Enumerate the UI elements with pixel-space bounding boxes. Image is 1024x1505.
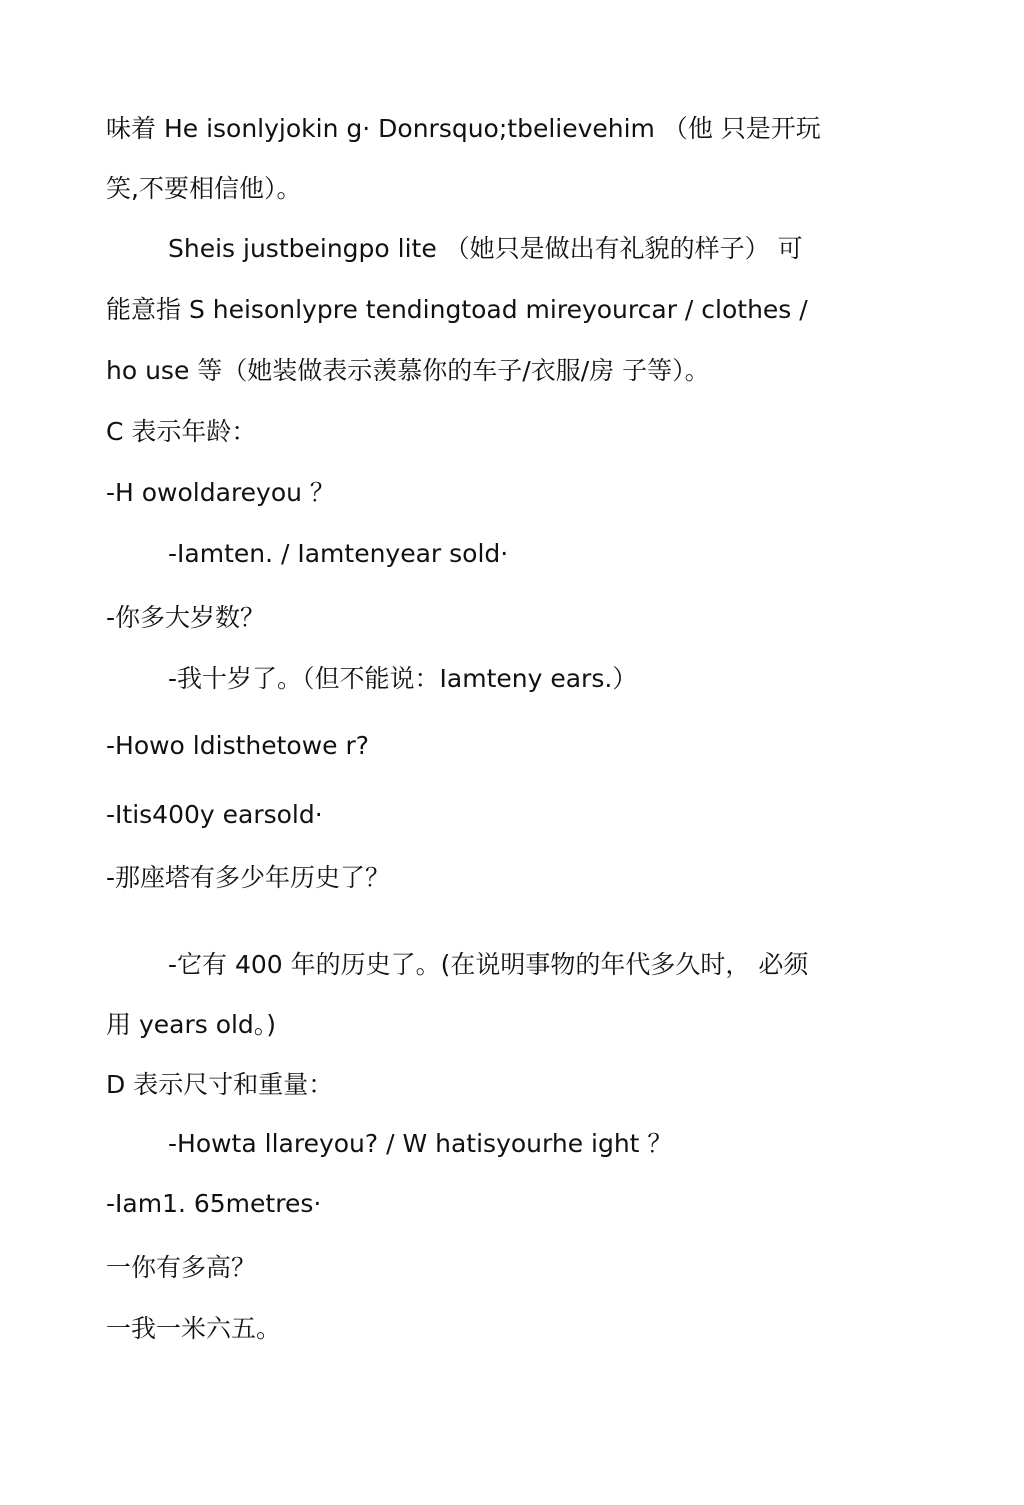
text-line: -Howta llareyou? / W hatisyourhe ight ？ bbox=[168, 1129, 673, 1158]
text-line: -Iam1. 65metres· bbox=[106, 1189, 322, 1218]
section-heading: C 表示年龄： bbox=[106, 417, 257, 446]
text-line: 能意指 S heisonlypre tendingtoad mireyourcar / clothes / bbox=[106, 295, 808, 324]
text-line: -它有 400 年的历史了。(在说明事物的年代多久时， 必须 bbox=[168, 950, 809, 979]
text-line: -我十岁了。（但不能说：Iamteny ears.） bbox=[168, 664, 638, 693]
text-line: -那座塔有多少年历史了？ bbox=[106, 863, 391, 892]
text-line: -Howo ldisthetowe r? bbox=[106, 731, 370, 760]
text-line: 笑,不要相信他）。 bbox=[106, 174, 302, 203]
text-line: Sheis justbeingpo lite （她只是做出有礼貌的样子） 可 bbox=[168, 234, 803, 263]
text-line: 一我一米六五。 bbox=[106, 1314, 282, 1343]
text-line: -你多大岁数？ bbox=[106, 603, 266, 632]
text-line: -Itis400y earsold· bbox=[106, 800, 323, 829]
text-line: -Iamten. / Iamtenyear sold· bbox=[168, 539, 509, 568]
text-line: 一你有多高？ bbox=[106, 1253, 257, 1282]
text-line: -H owoldareyou ？ bbox=[106, 478, 335, 507]
text-line: 用 years old。) bbox=[106, 1010, 277, 1039]
text-line: ho use 等（她装做表示羡慕你的车子/衣服/房 子等）。 bbox=[106, 356, 710, 385]
text-line: 味着 He isonlyjokin g· Donrsquo;tbelievehim （他 只是开玩 bbox=[106, 114, 821, 143]
section-heading: D 表示尺寸和重量： bbox=[106, 1070, 334, 1099]
